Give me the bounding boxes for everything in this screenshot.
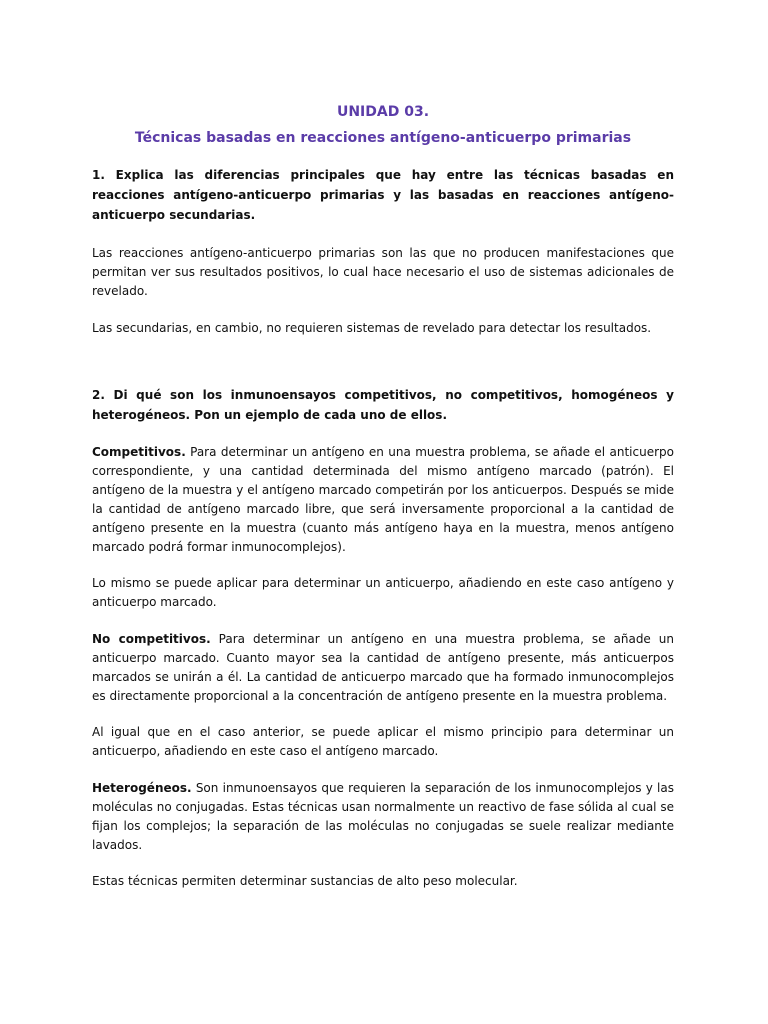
heterogeneos-label: Heterogéneos.: [92, 781, 192, 795]
question-1: 1. Explica las diferencias principales que hay entre las técnicas basadas en reacciones antígeno-anticuerpo primarias y las basadas en reacciones antígeno-anticuerpo secundarias.: [92, 168, 674, 222]
answer-1-paragraph-1: Las reacciones antígeno-anticuerpo primarias son las que no producen manifestaciones que permitan ver sus resultados positivos, lo cual hace necesario el uso de sistemas adicionales de revelado.: [92, 246, 674, 298]
no-competitivos-text: Para determinar un antígeno en una muestra problema, se añade un anticuerpo marcado. Cuanto mayor sea la cantidad de antígeno presente, más anticuerpos marcados se unirán a él. La cantidad de anticuerpo marcado que ha formado inmunocomplejos es directamente proporcional a la concentración de antígeno presente en la muestra problema.: [92, 632, 674, 703]
competitivos-text: Para determinar un antígeno en una muestra problema, se añade el anticuerpo correspondiente, y una cantidad determinada del mismo antígeno marcado (patrón). El antígeno de la muestra y el antígeno marcado competirán por los anticuerpos. Después se mide la cantidad de antígeno marcado libre, que será inversamente proporcional a la cantidad de antígeno presente en la muestra (cuanto más antígeno haya en la muestra, menos antígeno marcado podrá formar inmunocomplejos).: [92, 445, 674, 554]
document-page: [92, 100, 674, 891]
competitivos-extra-paragraph: Lo mismo se puede aplicar para determinar un anticuerpo, añadiendo en este caso antígeno y anticuerpo marcado.: [92, 576, 674, 609]
no-competitivos-paragraph: [92, 630, 674, 706]
unit-subtitle: Técnicas basadas en reacciones antígeno-anticuerpo primarias: [134, 130, 632, 146]
question-2: 2. Di qué son los inmunoensayos competitivos, no competitivos, homogéneos y heterogéneos. Pon un ejemplo de cada uno de ellos.: [92, 388, 674, 422]
heterogeneos-extra-paragraph: Estas técnicas permiten determinar sustancias de alto peso molecular.: [92, 874, 518, 888]
unit-title: UNIDAD 03.: [336, 104, 430, 120]
no-competitivos-label: No competitivos.: [92, 632, 211, 646]
no-competitivos-extra-paragraph: Al igual que en el caso anterior, se puede aplicar el mismo principio para determinar un anticuerpo, añadiendo en este caso el antígeno marcado.: [92, 725, 674, 758]
heterogeneos-paragraph: [92, 779, 674, 855]
heterogeneos-text: Son inmunoensayos que requieren la separación de los inmunocomplejos y las moléculas no conjugadas. Estas técnicas usan normalmente un reactivo de fase sólida al cual se fijan los complejos; la separación de las moléculas no conjugadas se suele realizar mediante lavados.: [92, 781, 674, 852]
competitivos-label: Competitivos.: [92, 445, 186, 459]
competitivos-paragraph: [92, 443, 674, 557]
answer-1-paragraph-2: Las secundarias, en cambio, no requieren sistemas de revelado para detectar los resultados.: [92, 321, 652, 335]
